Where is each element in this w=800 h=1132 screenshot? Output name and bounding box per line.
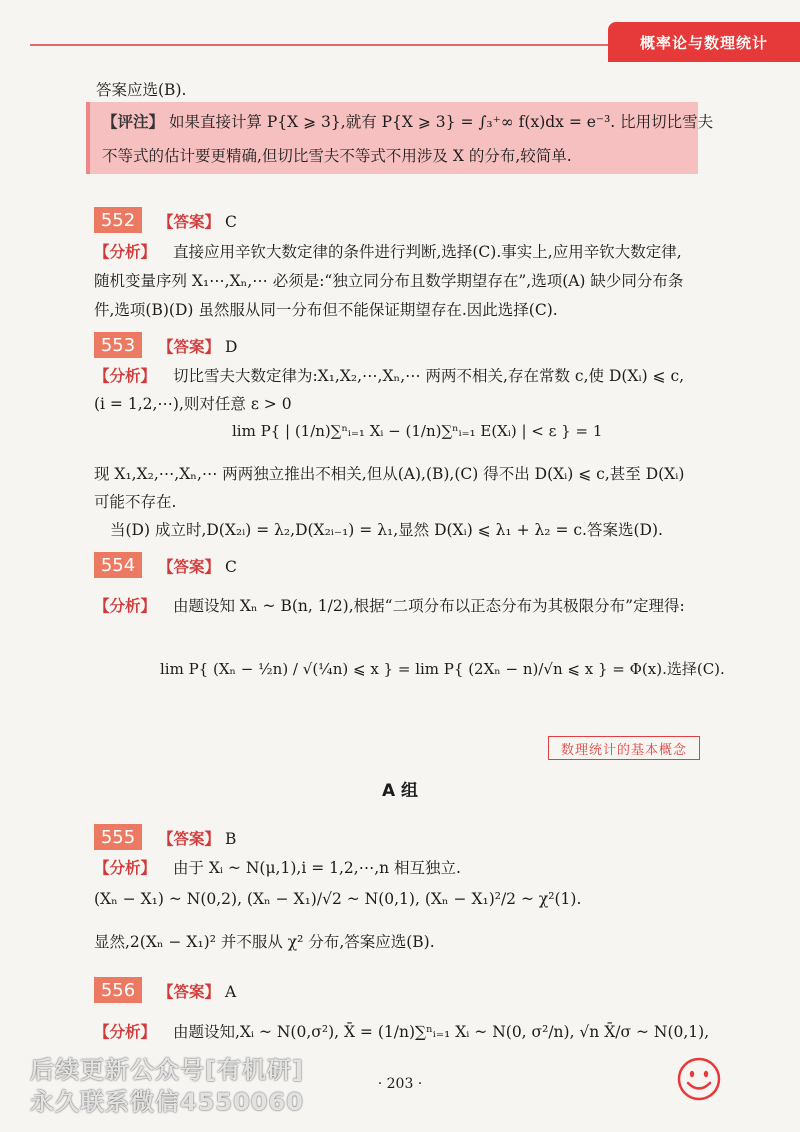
analysis-text: 由题设知 Xₙ ~ B(n, 1/2),根据“二项分布以正态分布为其极限分布”定理得:	[172, 597, 685, 615]
note-box	[86, 102, 714, 174]
page-number: · 203 ·	[377, 1076, 423, 1092]
answer-554	[158, 555, 237, 577]
answer-556	[158, 980, 236, 1002]
problem-number-554: 554	[94, 552, 142, 578]
intro-answer: 答案应选(B).	[96, 81, 187, 99]
analysis-555-line-2: (Xₙ − X₁) ~ N(0,2), (Xₙ − X₁)/√2 ~ N(0,1), (Xₙ − X₁)²/2 ~ χ²(1).	[94, 890, 582, 908]
analysis-553-line-2: (i = 1,2,⋯),则对任意 ε > 0	[94, 395, 292, 413]
answer-value: A	[224, 983, 237, 1001]
answer-label: 【答案】	[158, 558, 221, 576]
analysis-556-line-1	[94, 1020, 709, 1042]
analysis-553-line-1	[94, 364, 684, 386]
analysis-553-line-4: 可能不存在.	[94, 493, 177, 511]
analysis-555-line-3: 显然,2(Xₙ − X₁)² 并不服从 χ² 分布,答案应选(B).	[94, 933, 435, 951]
watermark-line-1: 后续更新公众号[有机研]	[30, 1056, 304, 1084]
analysis-552-line-1	[94, 240, 682, 262]
analysis-555-line-1	[94, 856, 461, 878]
analysis-label: 【分析】	[94, 859, 157, 877]
analysis-text: 切比雪夫大数定律为:X₁,X₂,⋯,Xₙ,⋯ 两两不相关,存在常数 c,使 D(Xᵢ) ⩽ c,	[172, 367, 685, 385]
smiley-icon	[676, 1056, 722, 1102]
group-title: A 组	[381, 781, 419, 801]
problem-number-556: 556	[94, 977, 142, 1003]
problem-number-552: 552	[94, 207, 142, 233]
analysis-label: 【分析】	[94, 1023, 157, 1041]
section-title: 数理统计的基本概念	[548, 736, 700, 760]
formula-chebyshev: lim P{ | (1/n)∑ⁿᵢ₌₁ Xᵢ − (1/n)∑ⁿᵢ₌₁ E(Xᵢ) | < ε } = 1	[232, 422, 603, 440]
analysis-553-line-5: 当(D) 成立时,D(X₂ᵢ) = λ₂,D(X₂ᵢ₋₁) = λ₁,显然 D(Xᵢ) ⩽ λ₁ + λ₂ = c.答案选(D).	[110, 521, 663, 539]
watermark-line-2: 永久联系微信4550060	[30, 1088, 304, 1116]
answer-label: 【答案】	[158, 213, 221, 231]
analysis-label: 【分析】	[94, 243, 157, 261]
answer-552	[158, 210, 237, 232]
problem-number-555: 555	[94, 824, 142, 850]
analysis-552-line-2: 随机变量序列 X₁⋯,Xₙ,⋯ 必须是:“独立同分布且数学期望存在”,选项(A) 缺少同分布条	[94, 272, 684, 290]
analysis-552-line-3: 件,选项(B)(D) 虽然服从同一分布但不能保证期望存在.因此选择(C).	[94, 301, 558, 319]
answer-label: 【答案】	[158, 830, 221, 848]
answer-553	[158, 335, 237, 357]
analysis-554-line-1	[94, 594, 685, 616]
analysis-label: 【分析】	[94, 597, 157, 615]
analysis-text: 由题设知,Xᵢ ~ N(0,σ²), X̄ = (1/n)∑ⁿᵢ₌₁ Xᵢ ~ N(0, σ²/n), √n X̄/σ ~ N(0,1),	[172, 1023, 710, 1041]
formula-demoivre-laplace: lim P{ (Xₙ − ½n) / √(¼n) ⩽ x } = lim P{ (2Xₙ − n)/√n ⩽ x } = Φ(x).选择(C).	[160, 660, 725, 678]
answer-value: B	[224, 830, 237, 848]
problem-number-553: 553	[94, 332, 142, 358]
note-line-1: 如果直接计算 P{X ⩾ 3},就有 P{X ⩾ 3} = ∫₃⁺∞ f(x)dx = e⁻³. 比用切比雪夫	[168, 113, 714, 131]
answer-label: 【答案】	[158, 338, 221, 356]
note-line-2: 不等式的估计要更精确,但切比雪夫不等式不用涉及 X 的分布,较简单.	[102, 147, 572, 165]
answer-value: C	[224, 558, 237, 576]
answer-label: 【答案】	[158, 983, 221, 1001]
answer-value: D	[224, 338, 238, 356]
answer-value: C	[224, 213, 237, 231]
analysis-text: 由于 Xᵢ ~ N(μ,1),i = 1,2,⋯,n 相互独立.	[172, 859, 461, 877]
analysis-label: 【分析】	[94, 367, 157, 385]
analysis-text: 直接应用辛钦大数定律的条件进行判断,选择(C).事实上,应用辛钦大数定律,	[172, 243, 682, 261]
answer-555	[158, 827, 236, 849]
chapter-title: 概率论与数理统计	[608, 22, 800, 62]
note-label: 【评注】	[102, 113, 165, 131]
analysis-553-line-3: 现 X₁,X₂,⋯,Xₙ,⋯ 两两独立推出不相关,但从(A),(B),(C) 得不出 D(Xᵢ) ⩽ c,甚至 D(Xᵢ)	[94, 465, 685, 483]
